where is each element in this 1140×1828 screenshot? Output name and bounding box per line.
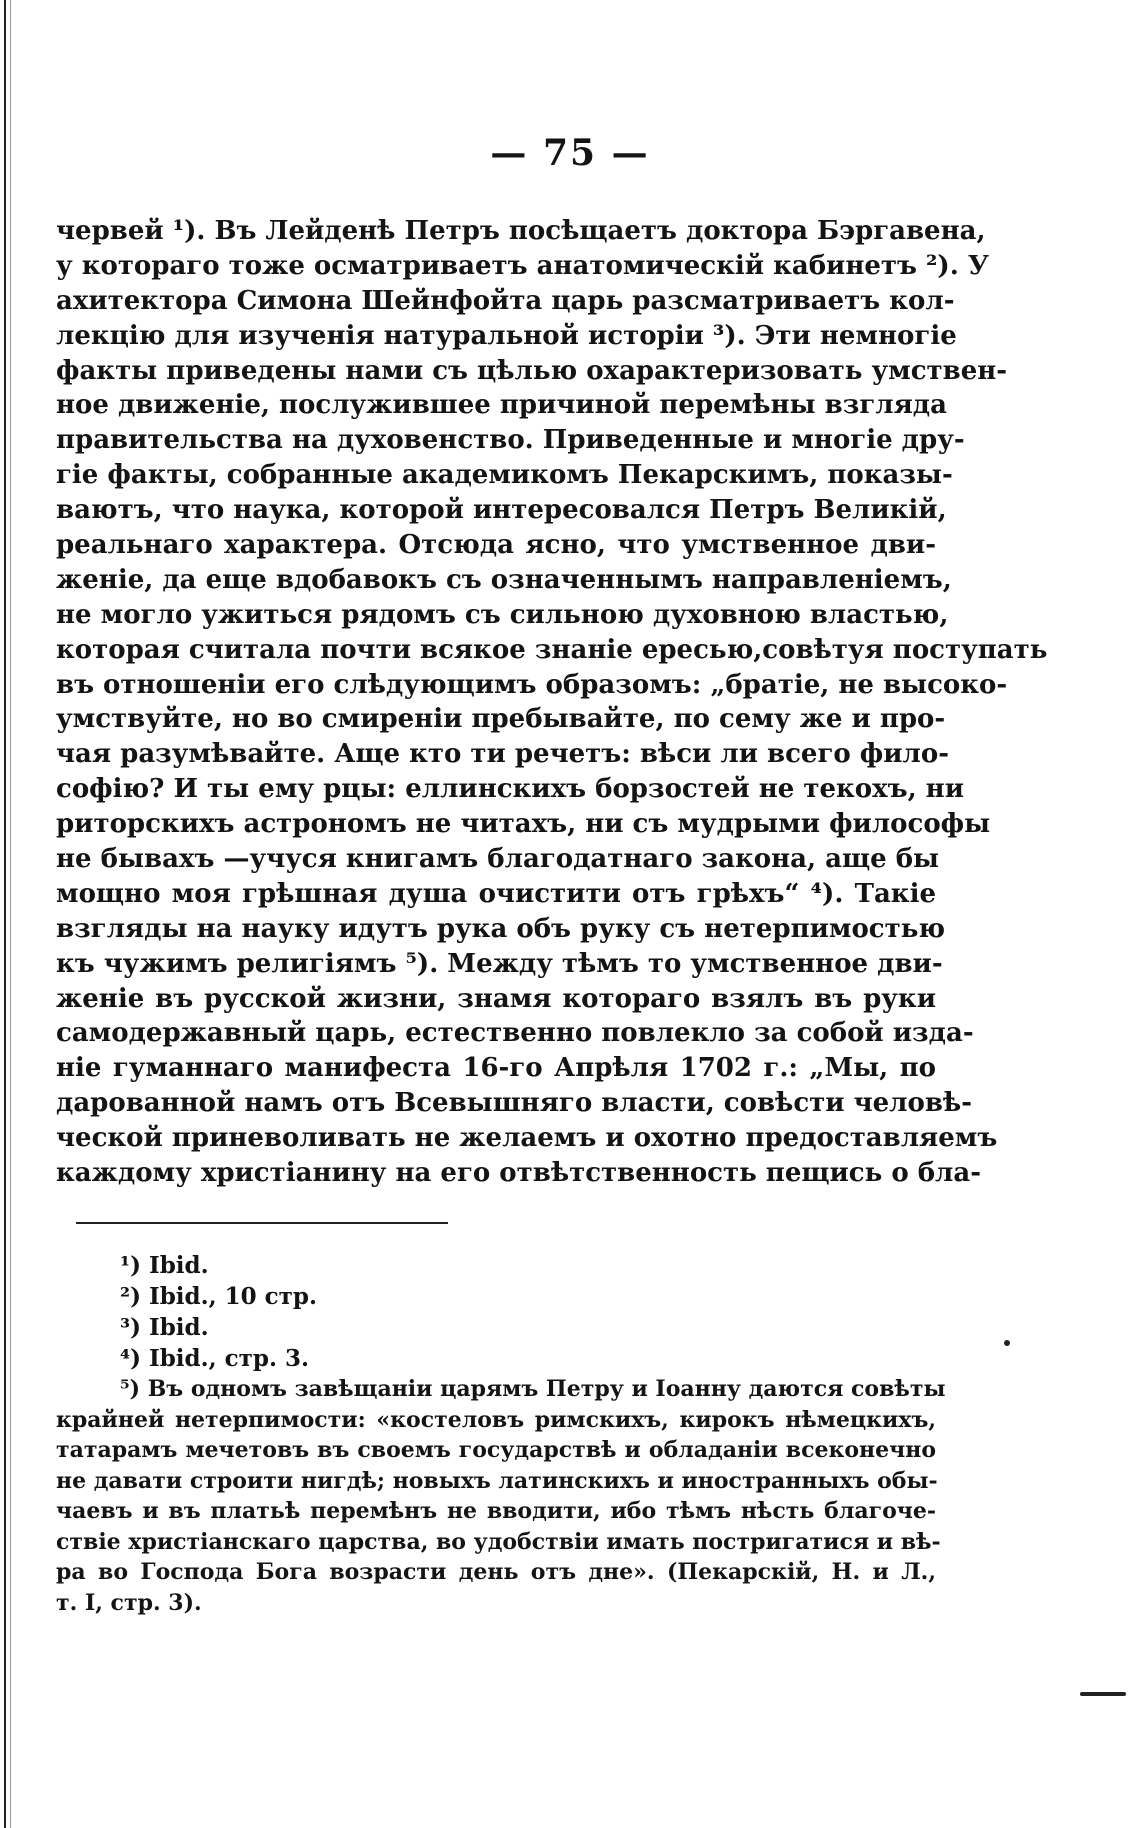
footnote-5	[56, 1374, 946, 1618]
text-line: ахитектора Симона Шейнфойта царь разсматриваетъ кол-	[56, 285, 955, 316]
text-line: дарованной намъ отъ Всевышняго власти, совѣсти человѣ-	[56, 1088, 972, 1119]
footnote-line: ствіе христіанскаго царства, во удобствіи имать постригатися и вѣ-	[56, 1528, 941, 1555]
footnote-line: чаевъ и въ платьѣ перемѣнъ не вводити, ибо тѣмъ нѣсть благоче-	[56, 1498, 936, 1524]
text-line: ное движеніе, послужившее причиной перемѣны взгляда	[56, 390, 947, 421]
ink-dash-mark	[1080, 1692, 1126, 1696]
footnote-line: татарамъ мечетовъ въ своемъ государствѣ и обладаніи всеконечно	[56, 1437, 936, 1463]
page-edge-line	[4, 0, 6, 1828]
text-line: женіе въ русской жизни, знамя котораго взялъ въ руки	[56, 983, 936, 1014]
text-line: гіе факты, собранные академикомъ Пекарскимъ, показы-	[56, 460, 953, 491]
text-line: ніе гуманнаго манифеста 16-го Апрѣля 1702 г.: „Мы, по	[56, 1053, 936, 1084]
text-line: не бывахъ —учуся книгамъ благодатнаго закона, аще бы	[56, 844, 940, 875]
footnote-4: ⁴) Ibid., стр. 3.	[120, 1345, 310, 1372]
page-number: — 75 —	[490, 132, 650, 174]
text-line: умствуйте, но во смиреніи пребывайте, по сему же и про-	[56, 704, 946, 735]
footnote-2: ²) Ibid., 10 стр.	[120, 1283, 318, 1310]
footnote-line: не давати строити нигдѣ; новыхъ латинскихъ и иностранныхъ обы-	[56, 1467, 938, 1494]
text-line: мощно моя грѣшная душа очистити отъ грѣхъ“ ⁴). Такіе	[56, 878, 936, 909]
text-line: реальнаго характера. Отсюда ясно, что умственное дви-	[56, 530, 936, 561]
text-line: факты приведены нами съ цѣлью охарактеризовать умствен-	[56, 355, 1008, 386]
text-line: каждому христіанину на его отвѣтственность пещись о бла-	[56, 1158, 982, 1189]
text-line: женіе, да еще вдобавокъ съ означеннымъ направленіемъ,	[56, 564, 952, 595]
footnote-line: крайней нетерпимости: «костеловъ римскихъ, кирокъ нѣмецкихъ,	[56, 1406, 936, 1433]
text-line: чая разумѣвайте. Аще кто ти речетъ: вѣси ли всего фило-	[56, 739, 949, 770]
text-line: лекцію для изученія натуральной исторіи ³). Эти немногіе	[56, 320, 957, 351]
text-line: софію? И ты ему рцы: еллинскихъ борзостей не текохъ, ни	[56, 774, 964, 805]
page-edge-shadow	[10, 0, 11, 1828]
ink-dot-mark	[1004, 1340, 1010, 1346]
footnotes-block	[56, 1250, 946, 1618]
main-text-block	[56, 214, 1048, 1191]
text-line: риторскихъ астрономъ не читахъ, ни съ мудрыми философы	[56, 809, 991, 840]
footnote-line: ра во Господа Бога возрасти день отъ дне». (Пекарскій, Н. и Л.,	[56, 1559, 936, 1585]
text-line: которая считала почти всякое знаніе ересью,совѣтуя поступать	[56, 634, 1048, 665]
footnote-separator	[76, 1222, 448, 1224]
text-line: самодержавный царь, естественно повлекло за собой изда-	[56, 1018, 974, 1049]
footnote-3: ³) Ibid.	[120, 1314, 209, 1341]
footnote-1: ¹) Ibid.	[120, 1252, 209, 1279]
text-line: въ отношеніи его слѣдующимъ образомъ: „братіе, не высоко-	[56, 669, 1008, 700]
text-line: у котораго тоже осматриваетъ анатомическій кабинетъ ²). У	[56, 250, 989, 281]
text-line: червей ¹). Въ Лейденѣ Петръ посѣщаетъ доктора Бэргавена,	[56, 216, 986, 246]
footnote-line: т. I, стр. 3).	[56, 1589, 202, 1616]
text-line: не могло ужиться рядомъ съ сильною духовною властью,	[56, 599, 949, 630]
footnote-line: ⁵) Въ одномъ завѣщаніи царямъ Петру и Іоанну даются совѣты	[120, 1376, 946, 1402]
text-line: взгляды на науку идутъ рука объ руку съ нетерпимостью	[56, 913, 946, 944]
text-line: ческой приневоливать не желаемъ и охотно предоставляемъ	[56, 1123, 998, 1154]
text-line: правительства на духовенство. Приведенные и многіе дру-	[56, 425, 965, 456]
text-line: къ чужимъ религіямъ ⁵). Между тѣмъ то умственное дви-	[56, 948, 943, 979]
text-line: ваютъ, что наука, которой интересовался Петръ Великій,	[56, 495, 947, 526]
